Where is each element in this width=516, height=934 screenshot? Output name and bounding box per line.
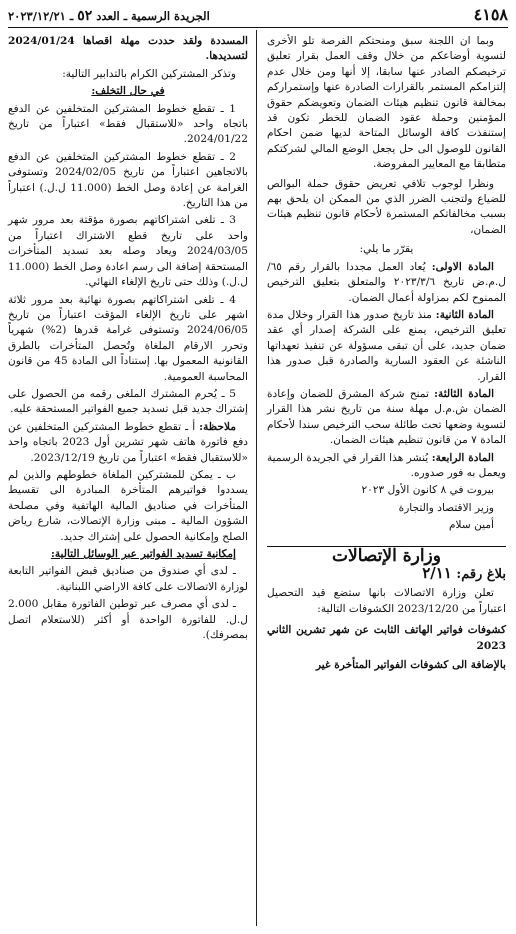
continuation-text: المسددة ولقد حددت مهلة اقصاها 2024/01/24 لتسديدها. (8, 35, 248, 63)
page-number: ٤١٥٨ (473, 5, 508, 24)
measure-item-2: 2 ـ تقطع خطوط المشتركين المتخلفين عن الدفع بالاتجاهين اعتباراً من تاريخ 2024/02/05 وتستوفى الغرامة عن إعادة وصل الخط (11.000 ل.ل.) اعتباراً من هذا التاريخ. (8, 150, 249, 210)
article-1 (267, 260, 506, 306)
running-title (8, 8, 210, 24)
article-3-label: المادة الثالثة: (434, 387, 495, 400)
default-heading: في حال التخلف: (91, 85, 165, 98)
article-3 (267, 387, 506, 449)
place-date: بيروت في ٨ كانون الأول ٢٠٢٣ (361, 484, 494, 497)
running-title-prefix: الجريدة الرسمية ـ العدد (96, 9, 210, 23)
payment-heading: إمكانية تسديد الفواتير عبر الوسائل التالية: (50, 548, 236, 560)
article-3-text: تمنح شركة المشرق للضمان وإعادة الضمان ش.م.ل مهلة سنة من تاريخ نشر هذا القرار لتسوية وضعها تحت طائلة سحب الترخيص سندا لأحكام المادة ٧ من قانون تنظيم هيئات الضمان. (267, 387, 506, 447)
note-label: ملاحظة: (199, 420, 236, 433)
note-a-text: أ ـ تقطع خطوط المشتركين المتخلفين عن دفع فاتورة هاتف شهر تشرين أول 2023 باتجاه واحد «للاستقبال فقط» اعتباراً من تاريخ 2023/12/19. (8, 420, 248, 464)
article-2 (267, 308, 506, 385)
header-rule (8, 27, 508, 28)
article-4 (267, 451, 506, 482)
measure-item-5: 5 ـ يُحرم المشترك الملغى رقمه من الحصول على إشتراك جديد قبل تسديد جميع الفواتير المستحقة عليه. (8, 387, 248, 416)
note-a (8, 420, 248, 466)
right-column (267, 34, 506, 675)
bulletin-heading (267, 566, 506, 582)
issue-number: ٥٢ (77, 8, 93, 24)
column-divider (256, 30, 257, 926)
signatory-title: وزير الاقتصاد والتجارة (398, 501, 494, 514)
article-4-text: يُنشر هذا القرار في الجريدة الرسمية ويعمل به فور صدوره. (267, 451, 506, 479)
bills-heading: كشوفات فواتير الهاتف الثابت عن شهر تشرين الثاني 2023 (267, 624, 506, 652)
article-2-label: المادة الثانية: (435, 308, 495, 321)
article-1-label: المادة الاولى: (431, 260, 494, 273)
article-4-label: المادة الرابعة: (431, 451, 494, 464)
payment-option-2: ـ لدى أي مصرف عبر توطين الفاتورة مقابل 2.000 ل.ل. للفاتورة الواحدة أو أكثر (للاستعلام اتصل بمصرفك). (8, 598, 248, 642)
reminder-text: وتذكر المشتركين الكرام بالتدابير التالية: (62, 67, 236, 80)
intro-paragraph: وبما ان اللجنة سبق ومنحتكم الفرصة تلو الأخرى لتسوية أوضاعكم من خلال وقف العمل بقرار تعليق ترخيصكم الصادر عنها سابقا، إلا أنها ومن خلال عدم إلتزامكم المستمر بالقرارات الصادرة عنها وإستمراركم بمخالفة قانون تنظيم هيئات الضمان وتعويضكم حقوق المؤمنين وحملة عقود الضمان للخطر تكون قد إستنفذت كافة الوسائل المتاحة لديها ضمن احكام القانون للوصول الى حل يجعل الوضع المالي لشركتكم متطابقا مع المعايير المفروضة. (267, 35, 506, 171)
left-column (8, 34, 248, 645)
bulletin-label: بلاغ رقم: (456, 567, 506, 582)
note-b: ب ـ يمكن للمشتركين الملغاة خطوطهم والذين لم يسددوا فواتيرهم المتأخرة المبادرة الى تقسيط المتأخرات في صناديق المالية الهاتفية وفي مصلحة الشؤون المالية ـ مبنى وزارة الإتصالات، شارع رياض الصلح وإمكانية الحصول على إشتراك جديد. (8, 468, 248, 543)
payment-option-1: ـ لدى أي صندوق من صناديق قبض الفواتير التابعة لوزارة الاتصالات على كافة الاراضي اللبنانية. (8, 565, 248, 593)
article-1-text: يُعاد العمل مجددا بالقرار رقم ٦٥/ل.م.ض تاريخ ٢٠٢٣/٣/٦ والمتعلق بتعليق الترخيص الممنوح لكم بمزاولة أعمال الضمان. (267, 260, 506, 304)
signatory-name: أمين سلام (448, 519, 494, 532)
article-2-text: منذ تاريخ صدور هذا القرار وخلال مدة تعليق الترخيص، يمنع على الشركة إصدار أي عقد ضمان جديد، على أن تبقى مسؤولة عن تنفيذ تعهداتها الناشئة عن العقود السارية والصادرة قبل صدور هذا القرار. (267, 308, 506, 383)
decision-intro: يقرّر ما يلي: (359, 243, 414, 256)
measure-item-4: 4 ـ تلغى اشتراكاتهم بصورة نهائية بعد مرور ثلاثة اشهر على تاريخ الإلغاء المؤقت اعتباراً من تاريخ 2024/06/05 وتستوفى غرامة قدرها (2%) شهرياً وتحرر الارقام الملغاة وتُحصل المتأخرات بالطرق القانونية المعمول بها. إستناداً الى المادة 45 من قانون المحاسبة العمومية. (8, 293, 248, 383)
measure-item-1: 1 ـ تقطع خطوط المشتركين المتخلفين عن الدفع باتجاه واحد «للاستقبال فقط» اعتباراً من تاريخ 2024/01/22. (8, 102, 248, 146)
page-header (8, 4, 508, 24)
ministry-title: وزارة الإتصالات (267, 546, 506, 564)
bulletin-number: ٢/١١ (422, 564, 452, 582)
running-title-date: ـ ٢٠٢٣/١٢/٢١ (8, 9, 74, 23)
bulletin-intro: تعلن وزارة الاتصالات بانها ستضع قيد التحصيل اعتباراً من 2023/12/20 الكشوفات التالية: (267, 587, 506, 615)
arrears-heading: بالإضافة الى كشوفات الفواتير المتأخرة غير (315, 659, 506, 672)
measure-item-3: 3 ـ تلغى اشتراكاتهم بصورة مؤقتة بعد مرور شهر واحد على تاريخ قطع الاشتراك اعتباراً من 2024/03/05 ويعاد وصله بعد تسديد المتأخرات المستحقة إضافة الى رسم اعادة وصل الخط (11.000 ل.ل.) وذلك حتى تاريخ الإلغاء النهائي. (8, 214, 248, 289)
second-paragraph: ونظرا لوجوب تلافي تعريض حقوق حملة البوالص للضياع ولتجنب الضرر الذي من الممكن ان يلحق بهم بسبب مخالفاتكم المستمرة لأحكام قانون تنظيم هيئات الضمان، (267, 177, 506, 236)
